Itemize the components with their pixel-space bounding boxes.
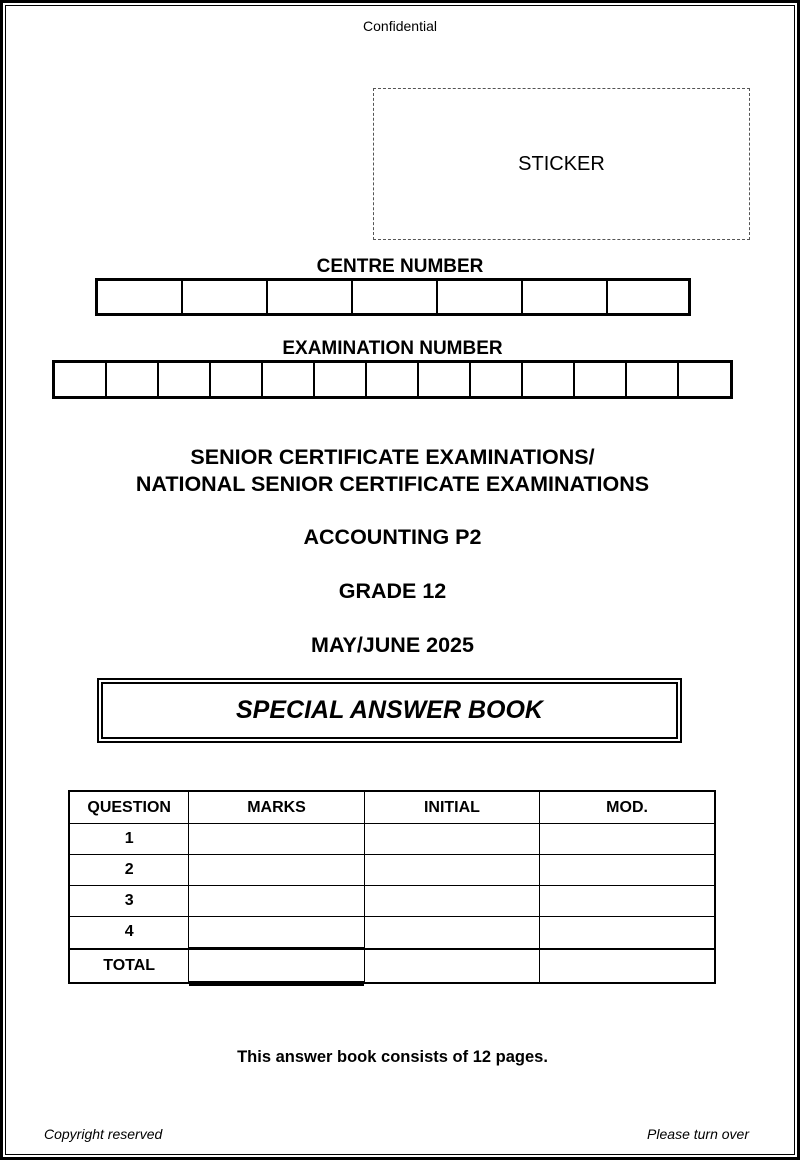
marks-cell[interactable]: [189, 824, 364, 855]
special-answer-book-frame: [97, 678, 682, 743]
examination-number-box[interactable]: [263, 363, 315, 396]
title-line-2: NATIONAL SENIOR CERTIFICATE EXAMINATIONS: [135, 472, 650, 496]
centre-number-boxes: [95, 278, 691, 316]
examination-number-box[interactable]: [419, 363, 471, 396]
grade-title: GRADE 12: [338, 579, 447, 603]
special-answer-book-heading: SPECIAL ANSWER BOOK: [101, 682, 678, 739]
marks-cell[interactable]: [189, 917, 364, 949]
header-mod: MOD.: [540, 791, 715, 824]
session-title: MAY/JUNE 2025: [311, 633, 474, 657]
table-row: [69, 824, 715, 855]
marks-table-header: [69, 791, 715, 824]
centre-number-box[interactable]: [98, 281, 183, 313]
confidential-label: Confidential: [363, 18, 437, 34]
examination-number-box[interactable]: [367, 363, 419, 396]
examination-number-box[interactable]: [107, 363, 159, 396]
mod-cell[interactable]: [540, 917, 715, 949]
turn-over-footer: Please turn over: [647, 1126, 749, 1142]
centre-number-box[interactable]: [523, 281, 608, 313]
examination-number-box[interactable]: [575, 363, 627, 396]
table-row: [69, 855, 715, 886]
total-row: [69, 949, 715, 983]
question-number: 4: [69, 917, 189, 949]
centre-number-box[interactable]: [438, 281, 523, 313]
subject-title: ACCOUNTING P2: [303, 525, 482, 549]
header-marks: MARKS: [189, 791, 364, 824]
examination-number-box[interactable]: [315, 363, 367, 396]
mod-cell[interactable]: [540, 824, 715, 855]
mod-cell[interactable]: [540, 855, 715, 886]
copyright-footer: Copyright reserved: [44, 1126, 163, 1142]
table-row: [69, 917, 715, 949]
sticker-area: [373, 88, 750, 240]
examination-number-box[interactable]: [627, 363, 679, 396]
examination-number-box[interactable]: [523, 363, 575, 396]
total-initial-cell[interactable]: [364, 949, 539, 983]
total-double-underline: [189, 983, 364, 986]
initial-cell[interactable]: [364, 886, 539, 917]
total-marks-cell[interactable]: [189, 949, 364, 983]
marks-cell[interactable]: [189, 886, 364, 917]
marks-cell[interactable]: [189, 855, 364, 886]
centre-number-box[interactable]: [183, 281, 268, 313]
mod-cell[interactable]: [540, 886, 715, 917]
total-label: TOTAL: [69, 949, 189, 983]
centre-number-box[interactable]: [268, 281, 353, 313]
examination-number-box[interactable]: [471, 363, 523, 396]
initial-cell[interactable]: [364, 917, 539, 949]
header-initial: INITIAL: [364, 791, 539, 824]
title-line-1: SENIOR CERTIFICATE EXAMINATIONS/: [190, 445, 595, 469]
examination-number-boxes: [52, 360, 733, 399]
header-question: QUESTION: [69, 791, 189, 824]
total-mod-cell[interactable]: [540, 949, 715, 983]
centre-number-box[interactable]: [608, 281, 688, 313]
examination-number-box[interactable]: [159, 363, 211, 396]
question-number: 1: [69, 824, 189, 855]
initial-cell[interactable]: [364, 855, 539, 886]
examination-number-box[interactable]: [55, 363, 107, 396]
marks-table: [68, 790, 716, 984]
examination-number-label: EXAMINATION NUMBER: [282, 338, 503, 359]
centre-number-box[interactable]: [353, 281, 438, 313]
initial-cell[interactable]: [364, 824, 539, 855]
examination-number-box[interactable]: [679, 363, 730, 396]
sticker-label: STICKER: [518, 152, 605, 175]
examination-number-box[interactable]: [211, 363, 263, 396]
question-number: 2: [69, 855, 189, 886]
question-number: 3: [69, 886, 189, 917]
centre-number-label: CENTRE NUMBER: [316, 256, 484, 277]
table-row: [69, 886, 715, 917]
pages-note: This answer book consists of 12 pages.: [237, 1048, 548, 1066]
